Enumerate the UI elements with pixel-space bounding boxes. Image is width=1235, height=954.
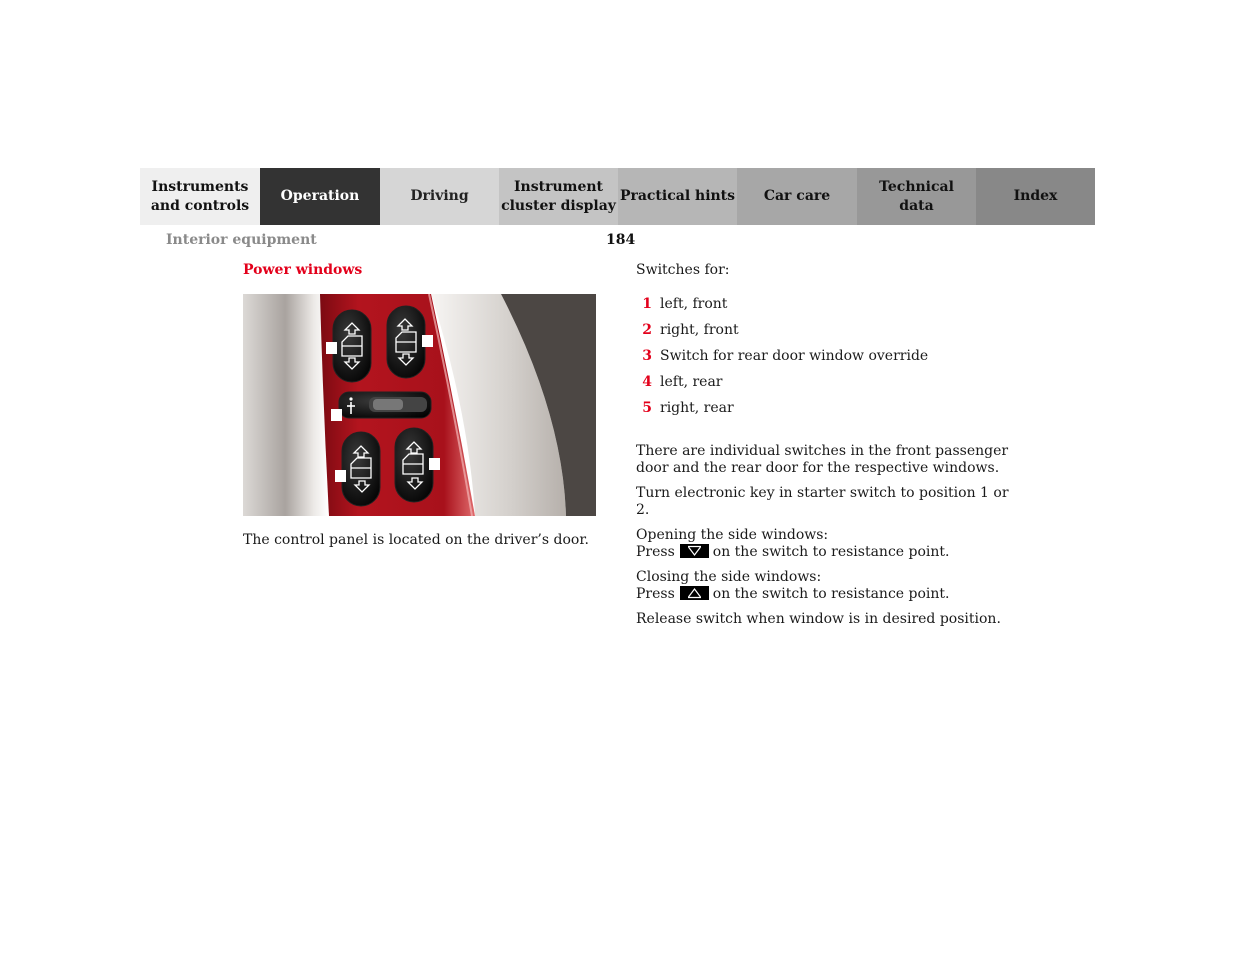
- nav-tab-instrument-cluster-display[interactable]: Instrument cluster display: [499, 168, 618, 225]
- section-title: Interior equipment: [166, 232, 317, 248]
- opening-title: Opening the side windows:: [636, 527, 829, 543]
- switch-right-front: [387, 306, 425, 378]
- switch-number: 1: [642, 296, 652, 312]
- switch-label: right, rear: [660, 400, 734, 416]
- power-window-switch-panel-illustration: [243, 294, 596, 516]
- switch-left-front: [333, 310, 371, 382]
- paragraph-individual-switches: There are individual switches in the front passenger door and the rear door for the respective windows.: [636, 443, 1009, 476]
- nav-tab-practical-hints[interactable]: Practical hints: [618, 168, 737, 225]
- switch-right-rear: [395, 428, 433, 502]
- paragraph-release-switch: Release switch when window is in desired position.: [636, 611, 1001, 627]
- switch-number: 4: [642, 374, 652, 390]
- window-up-icon: [680, 586, 709, 600]
- switch-rear-override: [339, 392, 431, 418]
- opening-instruction: [636, 544, 1016, 561]
- switch-list: [636, 296, 1016, 426]
- switches-intro: Switches for:: [636, 262, 730, 278]
- switch-list-item: [636, 400, 1016, 426]
- switch-left-rear: [342, 432, 380, 506]
- switch-number: 5: [642, 400, 652, 416]
- page-number: 184: [606, 232, 636, 248]
- switch-number: 2: [642, 322, 652, 338]
- window-down-icon: [680, 544, 709, 558]
- nav-tab-operation[interactable]: Operation: [260, 168, 380, 225]
- nav-tab-instruments-and-controls[interactable]: Instruments and controls: [140, 168, 260, 225]
- instructions-column: [636, 262, 1016, 628]
- nav-tab-index[interactable]: Index: [976, 168, 1095, 225]
- switch-number: 3: [642, 348, 652, 364]
- closing-press-label: Press: [636, 586, 675, 602]
- closing-rest-label: on the switch to resistance point.: [712, 586, 950, 602]
- chapter-nav: [140, 168, 1095, 225]
- switch-label: left, front: [660, 296, 728, 312]
- nav-tab-driving[interactable]: Driving: [380, 168, 499, 225]
- switch-list-item: [636, 374, 1016, 400]
- nav-tab-car-care[interactable]: Car care: [737, 168, 857, 225]
- figure-caption: The control panel is located on the driver’s door.: [243, 532, 589, 548]
- switch-label: right, front: [660, 322, 739, 338]
- switch-label: left, rear: [660, 374, 723, 390]
- switch-list-item: [636, 296, 1016, 322]
- closing-instruction: [636, 586, 1016, 603]
- paragraph-electronic-key: Turn electronic key in starter switch to position 1 or 2.: [636, 485, 1009, 518]
- switch-list-item: [636, 348, 1016, 374]
- closing-title: Closing the side windows:: [636, 569, 822, 585]
- opening-press-label: Press: [636, 544, 675, 560]
- switch-label: Switch for rear door window override: [660, 348, 929, 364]
- switch-list-item: [636, 322, 1016, 348]
- opening-rest-label: on the switch to resistance point.: [712, 544, 950, 560]
- nav-tab-technical-data[interactable]: Technical data: [857, 168, 976, 225]
- section-heading: Power windows: [243, 262, 363, 278]
